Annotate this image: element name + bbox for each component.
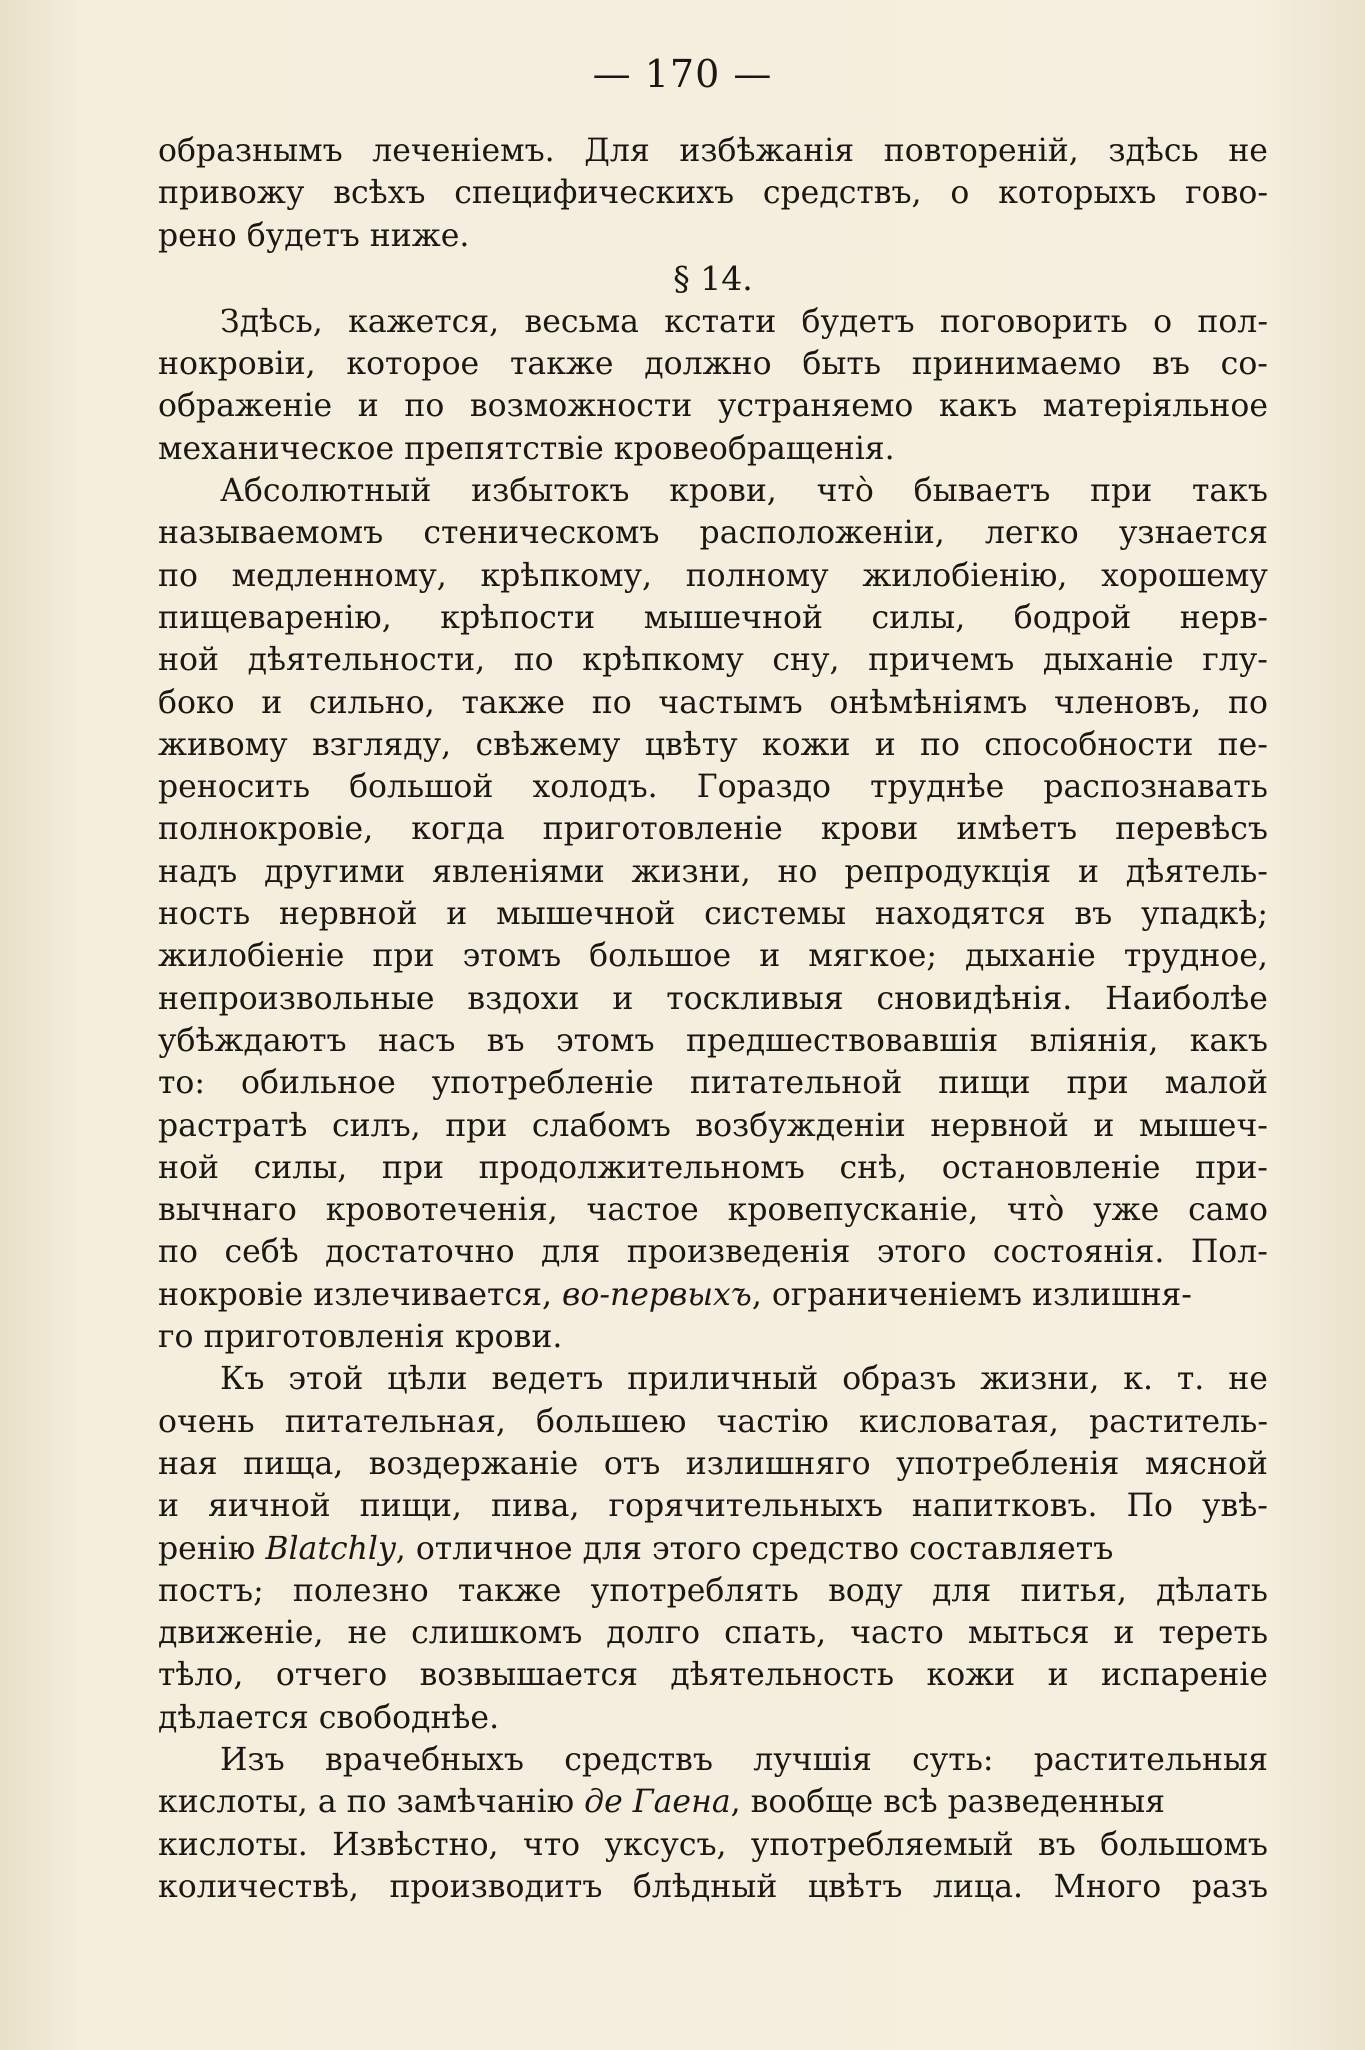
text-line: рено будетъ ниже. [158, 217, 470, 254]
text-line: надъ другими явленіями жизни, но репродукція и дѣятель- [158, 853, 1268, 890]
text-line: количествѣ, производитъ блѣдный цвѣтъ лица. Много разъ [158, 1868, 1268, 1905]
text-run: кислоты, а по замѣчанію [158, 1784, 575, 1821]
text-line: ная пища, воздержаніе отъ излишняго употребленія мясной [158, 1445, 1268, 1482]
text-line-mixed [158, 1781, 1268, 1823]
text-line-mixed [158, 1274, 1268, 1316]
italic-name: де Гаена [584, 1784, 731, 1821]
section-heading: § 14. [673, 258, 753, 298]
text-line: тѣло, отчего возвышается дѣятельность кожи и испареніе [158, 1657, 1268, 1694]
text-line: Къ этой цѣли ведетъ приличный образъ жизни, к. т. не [220, 1361, 1268, 1398]
text-line: дѣлается свободнѣе. [158, 1699, 500, 1736]
text-line: нокровіи, которое также должно быть принимаемо въ со- [158, 346, 1268, 383]
paragraph-3 [158, 1358, 1268, 1739]
text-line: кислоты. Извѣстно, что уксусъ, употребляемый въ большомъ [158, 1826, 1268, 1863]
page-number: — 170 — [592, 52, 773, 96]
text-line: го приготовленія крови. [158, 1319, 563, 1356]
text-line: Здѣсь, кажется, весьма кстати будетъ поговорить о пол- [220, 303, 1268, 340]
paragraph-1 [158, 301, 1268, 470]
text-line: движеніе, не слишкомъ долго спать, часто мыться и тереть [158, 1615, 1268, 1652]
text-line: по медленному, крѣпкому, полному жилобіенію, хорошему [158, 557, 1268, 594]
text-line: механическое препятствіе кровеобращенія. [158, 430, 895, 467]
text-line: Изъ врачебныхъ средствъ лучшія суть: растительныя [220, 1741, 1268, 1778]
text-line: боко и сильно, также по частымъ онѣмѣніямъ членовъ, по [158, 684, 1268, 721]
text-line: постъ; полезно также употреблять воду для питья, дѣлать [158, 1572, 1268, 1609]
text-line: Абсолютный избытокъ крови, что̀ бываетъ при такъ [220, 473, 1268, 510]
text-line: и яичной пищи, пива, горячительныхъ напитковъ. По увѣ- [158, 1488, 1268, 1525]
text-line: образнымъ леченіемъ. Для избѣжанія повтореній, здѣсь не [158, 133, 1268, 169]
text-line: ображеніе и по возможности устраняемо какъ матеріяльное [158, 388, 1268, 425]
text-line: ной дѣятельности, по крѣпкому сну, причемъ дыханіе глу- [158, 642, 1268, 679]
text-line: называемомъ стеническомъ расположеніи, легко узнается [158, 515, 1268, 552]
page-body [158, 130, 1268, 1908]
text-line: пищеваренію, крѣпости мышечной силы, бодрой нерв- [158, 599, 1268, 636]
italic-term: во-первыхъ [562, 1276, 752, 1313]
text-line: непроизвольные вздохи и тоскливыя сновидѣнія. Наиболѣе [158, 980, 1268, 1017]
text-run: , отличное для этого средство составляетъ [395, 1530, 1114, 1567]
text-line: полнокровіе, когда приготовленіе крови имѣетъ перевѣсъ [158, 811, 1268, 848]
text-run: , вообще всѣ разведенныя [730, 1784, 1166, 1821]
text-line: ность нервной и мышечной системы находятся въ упадкѣ; [158, 896, 1268, 933]
italic-name: Blatchly [265, 1530, 396, 1567]
text-line: реносить большой холодъ. Гораздо труднѣе распознавать [158, 769, 1268, 806]
text-line: растратѣ силъ, при слабомъ возбужденіи нервной и мышеч- [158, 1107, 1268, 1144]
text-line: очень питательная, большею частію кисловатая, раститель- [158, 1403, 1268, 1440]
paragraph-4 [158, 1739, 1268, 1908]
text-line: по себѣ достаточно для произведенія этого состоянія. Пол- [158, 1234, 1268, 1271]
text-line: живому взгляду, свѣжему цвѣту кожи и по способности пе- [158, 726, 1268, 763]
text-line: убѣждаютъ насъ въ этомъ предшествовавшія вліянія, какъ [158, 1022, 1268, 1059]
paragraph-2 [158, 470, 1268, 1358]
text-line: то: обильное употребленіе питательной пищи при малой [158, 1065, 1268, 1102]
intro-paragraph [158, 130, 1268, 257]
text-run: , ограниченіемъ излишня- [751, 1276, 1192, 1313]
text-line-mixed [158, 1528, 1268, 1570]
text-run: ренію [158, 1530, 256, 1567]
text-line: привожу всѣхъ специфическихъ средствъ, о которыхъ гово- [158, 175, 1268, 212]
text-line: ной силы, при продолжительномъ снѣ, остановленіе при- [158, 1149, 1268, 1186]
text-line: жилобіеніе при этомъ большое и мягкое; дыханіе трудное, [158, 938, 1268, 975]
text-run: нокровіе излечивается, [158, 1276, 552, 1313]
text-line: вычнаго кровотеченія, частое кровепусканіе, что̀ уже само [158, 1192, 1268, 1229]
